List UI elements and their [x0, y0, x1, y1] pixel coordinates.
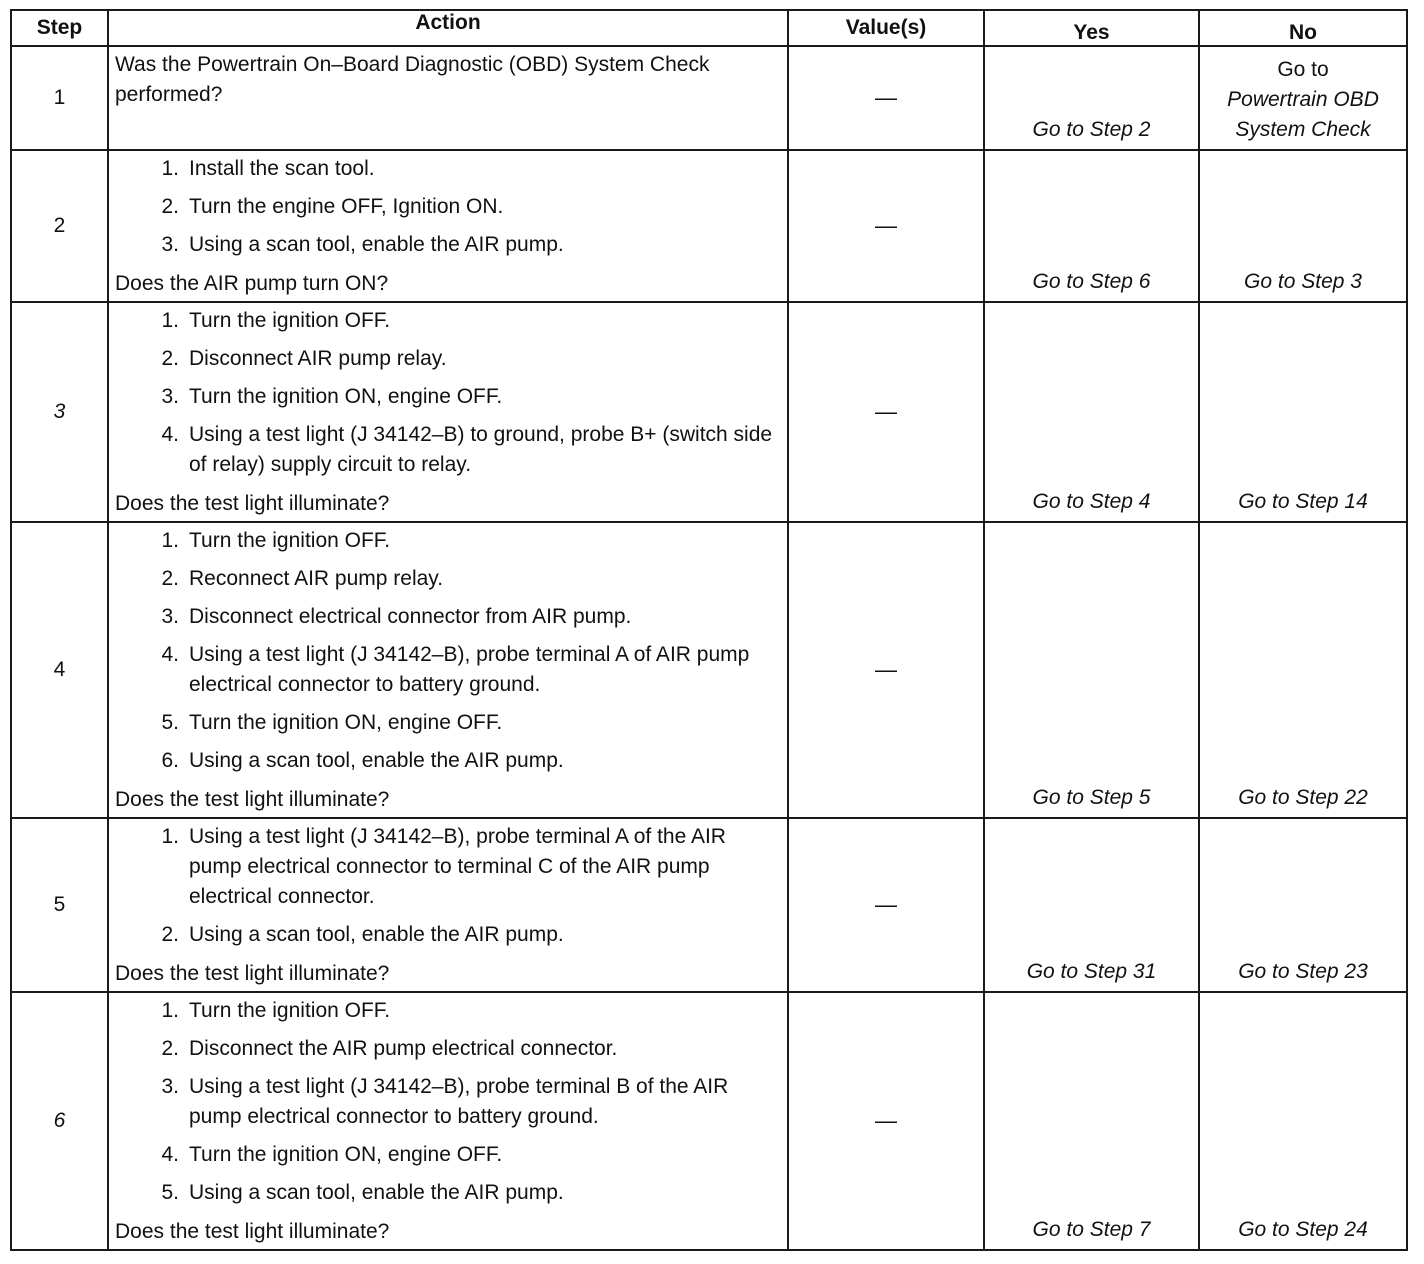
header-step: Step	[11, 10, 108, 46]
step-number: 4	[11, 522, 108, 818]
no-cell	[1199, 992, 1407, 1250]
no-cell	[1199, 302, 1407, 522]
step-number: 6	[11, 992, 108, 1250]
action-question: Does the AIR pump turn ON?	[115, 272, 389, 295]
list-item: 3. Disconnect electrical connector from AIR pump.	[161, 605, 632, 628]
table-row	[11, 818, 1407, 992]
no-line: Go to	[1277, 58, 1329, 81]
yes-link: Go to Step 4	[1032, 490, 1151, 513]
list-item: 3. Turn the ignition ON, engine OFF.	[161, 385, 503, 408]
table-row	[11, 302, 1407, 522]
header-row	[11, 10, 1407, 46]
header-no: No	[1199, 10, 1407, 46]
yes-cell	[984, 302, 1199, 522]
diagnostic-table	[10, 9, 1408, 1251]
action-cell	[108, 302, 788, 522]
list-item: 3. Using a scan tool, enable the AIR pump.	[161, 233, 564, 256]
no-link: Go to Step 14	[1238, 490, 1368, 513]
yes-link: Go to Step 6	[1032, 270, 1151, 293]
yes-cell	[984, 522, 1199, 818]
no-cell	[1199, 150, 1407, 302]
list-item: 4. Using a test light (J 34142–B), probe terminal A of AIR pump electrical connector to battery ground.	[161, 643, 750, 696]
no-cell	[1199, 818, 1407, 992]
list-item: 6. Using a scan tool, enable the AIR pump.	[161, 749, 564, 772]
list-item: 1. Install the scan tool.	[161, 157, 375, 180]
yes-cell	[984, 818, 1199, 992]
action-question: Does the test light illuminate?	[115, 962, 390, 985]
no-line: System Check	[1235, 118, 1371, 141]
list-item: 2. Using a scan tool, enable the AIR pump.	[161, 923, 564, 946]
header-values: Value(s)	[788, 10, 984, 46]
yes-cell	[984, 992, 1199, 1250]
no-line: Powertrain OBD	[1227, 88, 1379, 111]
yes-link: Go to Step 5	[1032, 786, 1151, 809]
yes-cell	[984, 150, 1199, 302]
table-row	[11, 46, 1407, 150]
value-cell: —	[788, 46, 984, 150]
list-item: 5. Turn the ignition ON, engine OFF.	[161, 711, 503, 734]
header-action: Action	[108, 10, 788, 46]
step-number: 2	[11, 150, 108, 302]
list-item: 3. Using a test light (J 34142–B), probe terminal B of the AIR pump electrical connector to battery ground.	[161, 1075, 729, 1128]
list-item: 2. Turn the engine OFF, Ignition ON.	[161, 195, 504, 218]
no-link: Go to Step 22	[1238, 786, 1368, 809]
action-question: Does the test light illuminate?	[115, 492, 390, 515]
action-cell	[108, 818, 788, 992]
value-cell: —	[788, 302, 984, 522]
list-item: 1. Using a test light (J 34142–B), probe terminal A of the AIR pump electrical connector to terminal C of the AIR pump electrical connector.	[161, 825, 726, 908]
action-cell	[108, 46, 788, 150]
list-item: 2. Disconnect AIR pump relay.	[161, 347, 447, 370]
yes-cell	[984, 46, 1199, 150]
action-question: Does the test light illuminate?	[115, 788, 390, 811]
step-number: 1	[11, 46, 108, 150]
list-item: 4. Using a test light (J 34142–B) to ground, probe B+ (switch side of relay) supply circuit to relay.	[161, 423, 773, 476]
list-item: 1. Turn the ignition OFF.	[161, 999, 391, 1022]
list-item: 5. Using a scan tool, enable the AIR pump.	[161, 1181, 564, 1204]
value-cell: —	[788, 150, 984, 302]
value-cell: —	[788, 818, 984, 992]
yes-link: Go to Step 7	[1032, 1218, 1151, 1241]
table-row	[11, 150, 1407, 302]
action-question: Was the Powertrain On–Board Diagnostic (OBD) System Check performed?	[115, 53, 710, 106]
yes-link: Go to Step 2	[1032, 118, 1151, 141]
no-link: Go to Step 24	[1238, 1218, 1368, 1241]
action-cell	[108, 150, 788, 302]
value-cell: —	[788, 522, 984, 818]
yes-link: Go to Step 31	[1026, 960, 1157, 983]
list-item: 2. Disconnect the AIR pump electrical connector.	[161, 1037, 618, 1060]
action-cell	[108, 522, 788, 818]
no-link: Go to Step 23	[1238, 960, 1368, 983]
table-row	[11, 992, 1407, 1250]
list-item: 1. Turn the ignition OFF.	[161, 529, 391, 552]
step-number: 3	[11, 302, 108, 522]
list-item: 4. Turn the ignition ON, engine OFF.	[161, 1143, 503, 1166]
list-item: 2. Reconnect AIR pump relay.	[161, 567, 444, 590]
step-number: 5	[11, 818, 108, 992]
no-cell	[1199, 46, 1407, 150]
value-cell: —	[788, 992, 984, 1250]
no-cell	[1199, 522, 1407, 818]
header-yes: Yes	[984, 10, 1199, 46]
no-link: Go to Step 3	[1244, 270, 1362, 293]
list-item: 1. Turn the ignition OFF.	[161, 309, 391, 332]
action-cell	[108, 992, 788, 1250]
table-row	[11, 522, 1407, 818]
action-question: Does the test light illuminate?	[115, 1220, 390, 1243]
